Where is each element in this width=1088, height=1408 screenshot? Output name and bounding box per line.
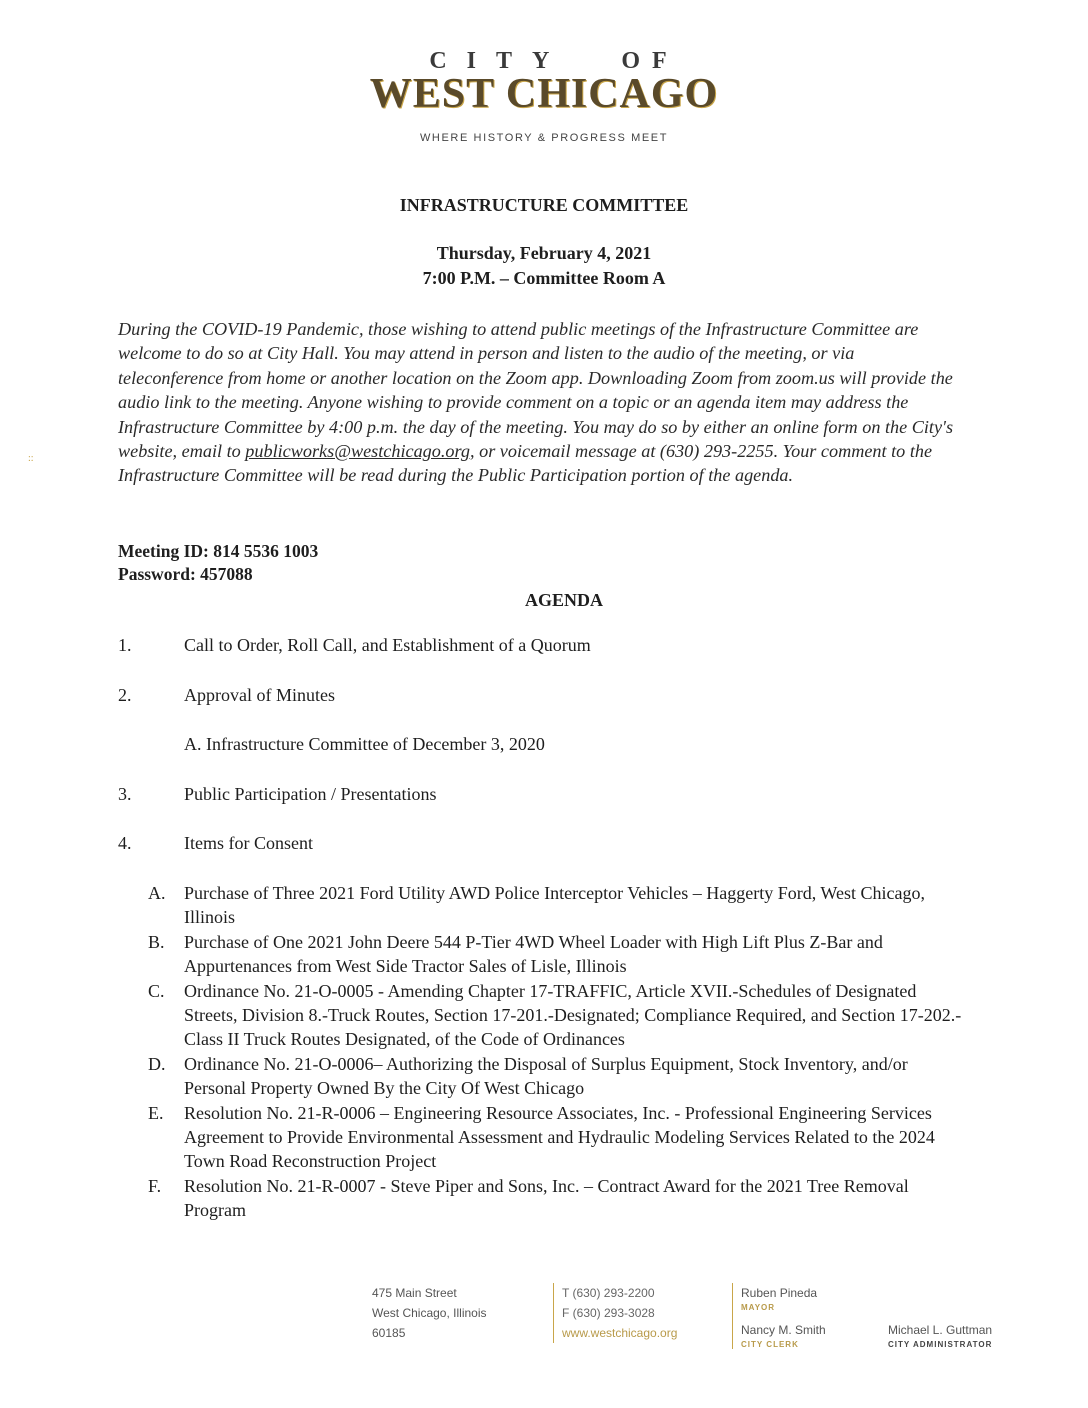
consent-item-letter: A. [148, 883, 166, 903]
consent-item [148, 1052, 968, 1101]
meeting-id: Meeting ID: 814 5536 1003 [118, 541, 319, 561]
meeting-date: Thursday, February 4, 2021 [436, 243, 652, 263]
agenda-heading: AGENDA [524, 590, 603, 610]
footer-website[interactable]: www.westchicago.org [562, 1326, 678, 1340]
footer-phone: T (630) 293-2200 [562, 1286, 655, 1300]
agenda-item-text: Call to Order, Roll Call, and Establishment of a Quorum [184, 635, 591, 655]
consent-item-letter: E. [148, 1102, 164, 1123]
consent-item-text: Ordinance No. 21-O-0006– Authorizing the Disposal of Surplus Equipment, Stock Inventory, and/or Personal Property Owned By the City Of West Chicago [184, 1053, 908, 1099]
meeting-time-location: 7:00 P.M. – Committee Room A [422, 268, 666, 288]
consent-item-text: Resolution No. 21-R-0007 - Steve Piper and Sons, Inc. – Contract Award for the 2021 Tree Removal Program [184, 1175, 909, 1221]
consent-item [148, 881, 968, 930]
footer-address [372, 1283, 487, 1343]
consent-item-text: Purchase of Three 2021 Ford Utility AWD Police Interceptor Vehicles – Haggerty Ford, West Chicago, Illinois [184, 883, 925, 928]
consent-item-letter: C. [148, 980, 165, 1001]
consent-item [148, 1101, 968, 1174]
mayor-name: Ruben Pineda [741, 1286, 818, 1300]
agenda-item [118, 784, 436, 805]
footer-address-line: 475 Main Street [372, 1286, 457, 1300]
footer-contact [553, 1283, 677, 1343]
agenda-item-text: Public Participation / Presentations [184, 784, 437, 804]
consent-item [148, 930, 968, 979]
notice-text-before: During the COVID-19 Pandemic, those wishing to attend public meetings of the Infrastructure Committee are welcome to do so at City Hall. You may attend in person and listen to the audio of the meeting, or via teleconference from home or another location on the Zoom app. Downloading Zoom from zoom.us will provide the audio link to the meeting. Anyone wishing to provide comment on a topic or an agenda item may address the Infrastructure Committee by 4:00 p.m. the day of the meeting. You may do so by either an online form on the City's website, email to [118, 319, 954, 462]
agenda-item-number: 1. [118, 635, 132, 655]
agenda-item-text: Approval of Minutes [184, 685, 335, 705]
footer-address-line: 60185 [372, 1326, 406, 1340]
letterhead-tagline: WHERE HISTORY & PROGRESS MEET [419, 132, 669, 144]
agenda-item [118, 833, 313, 854]
footer-address-line: West Chicago, Illinois [372, 1306, 487, 1320]
meeting-password: Password: 457088 [118, 564, 253, 584]
letterhead-city: CITY [429, 48, 570, 74]
agenda-item [118, 635, 591, 656]
agenda-item-text: Items for Consent [184, 833, 313, 853]
consent-item [148, 979, 968, 1052]
consent-item-letter: B. [148, 931, 165, 952]
email-link[interactable]: publicworks@westchicago.org [245, 441, 470, 462]
consent-item-text: Purchase of One 2021 John Deere 544 P-Tier 4WD Wheel Loader with High Lift Plus Z-Bar and Appurtenances from West Side Tractor Sales of Lisle, Illinois [184, 931, 883, 977]
footer-fax: F (630) 293-3028 [562, 1306, 655, 1320]
consent-items [148, 881, 968, 1223]
consent-item-letter: D. [148, 1053, 166, 1074]
consent-item [148, 1174, 968, 1223]
agenda-item-number: 2. [118, 685, 132, 705]
notice-text-after: , or voicemail message at (630) 293-2255. Your comment to the Infrastructure Committee will be read during the Public Participation portion of the agenda. [118, 441, 933, 486]
agenda-item-number: 3. [118, 784, 132, 804]
letterhead-of: OF [621, 48, 679, 74]
mayor-role: MAYOR [741, 1303, 776, 1312]
consent-item-text: Ordinance No. 21-O-0005 - Amending Chapter 17-TRAFFIC, Article XVII.-Schedules of Designated Streets, Division 8.-Truck Routes, Section 17-201.-Designated; Compliance Required, and Section 17-202.- Class II Truck Routes Designated, of the Code of Ordinances [184, 980, 962, 1050]
admin-name: Michael L. Guttman [888, 1323, 993, 1337]
footer-administrator [888, 1320, 992, 1349]
footer-officials [732, 1283, 826, 1349]
covid-notice [118, 317, 963, 488]
agenda-item-number: 4. [118, 833, 132, 853]
committee-title: INFRASTRUCTURE COMMITTEE [399, 195, 689, 215]
agenda-item [118, 685, 335, 706]
margin-mark: :: [28, 453, 34, 464]
consent-item-text: Resolution No. 21-R-0006 – Engineering Resource Associates, Inc. - Professional Engineering Services Agreement to Provide Environmental Assessment and Hydraulic Modeling Services Related to the 2024 Town Road Reconstruction Project [184, 1102, 935, 1172]
consent-item-letter: F. [148, 1175, 162, 1196]
letterhead-logo-name: WEST CHICAGO [369, 71, 719, 117]
clerk-role: CITY CLERK [741, 1340, 799, 1349]
minutes-subitem: A. Infrastructure Committee of December 3, 2020 [184, 734, 545, 754]
admin-role: CITY ADMINISTRATOR [888, 1340, 993, 1349]
clerk-name: Nancy M. Smith [741, 1323, 826, 1337]
